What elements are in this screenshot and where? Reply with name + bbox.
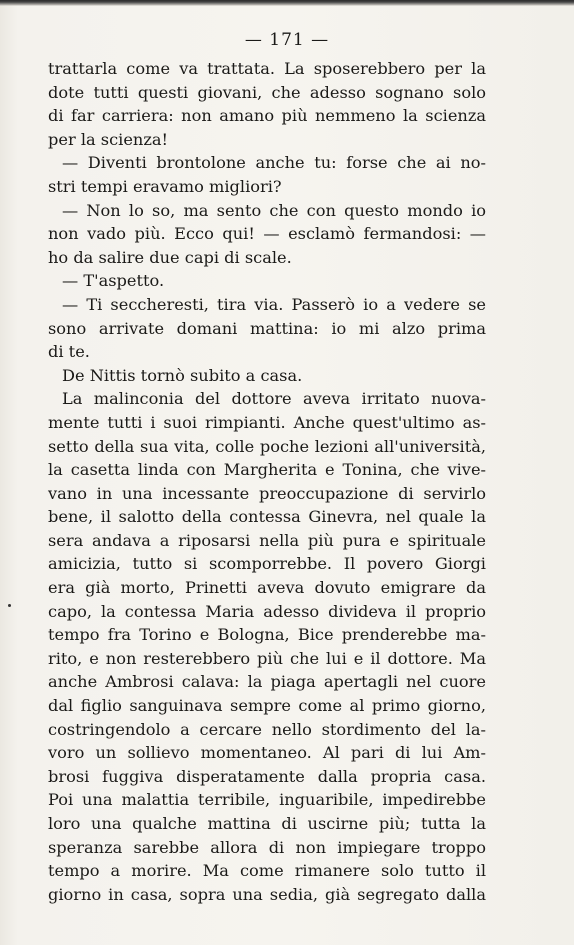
text-line: rito, e non resterebbero più che lui e il dottore. Ma [48, 648, 486, 668]
text-line: non vado più. Ecco qui! — esclamò fermandosi: — [48, 224, 486, 244]
text-line: capo, la contessa Maria adesso divideva il proprio [48, 601, 486, 621]
text-line: stri tempi eravamo migliori? [48, 176, 282, 196]
text-line: speranza sarebbe allora di non impiegare troppo [48, 837, 486, 857]
text-line: voro un sollievo momentaneo. Al pari di lui Am- [48, 743, 486, 763]
ink-speck [8, 604, 11, 607]
page-number: — 171 — [244, 30, 330, 50]
text-line: la casetta linda con Margherita e Tonina, che vive- [48, 460, 486, 480]
text-line: mente tutti i suoi rimpianti. Anche quest'ultimo as- [48, 412, 486, 432]
text-line: — Non lo so, ma sento che con questo mondo io [62, 200, 486, 220]
text-line: — T'aspetto. [62, 271, 165, 291]
text-line: dal figlio sanguinava sempre come al primo giorno, [48, 696, 486, 716]
text-line: costringendolo a cercare nello stordimento del la- [48, 719, 486, 739]
text-line: tempo fra Torino e Bologna, Bice prenderebbe ma- [48, 625, 486, 645]
text-line: amicizia, tutto si scomporrebbe. Il povero Giorgi [48, 554, 486, 574]
text-line: — Ti seccheresti, tira via. Passerò io a vedere se [62, 294, 486, 314]
text-line: sono arrivate domani mattina: io mi alzo prima [48, 318, 486, 338]
text-line: Poi una malattia terribile, inguaribile, impedirebbe [48, 790, 486, 810]
text-line: giorno in casa, sopra una sedia, già segregato dalla [48, 884, 486, 904]
text-line: setto della sua vita, colle poche lezioni all'università, [48, 436, 486, 456]
text-line: di te. [48, 342, 90, 362]
text-line: bene, il salotto della contessa Ginevra, nel quale la [48, 507, 486, 527]
text-line: tempo a morire. Ma come rimanere solo tutto il [48, 861, 486, 881]
text-line: brosi fuggiva disperatamente dalla propria casa. [48, 766, 486, 786]
text-line: vano in una incessante preoccupazione di servirlo [48, 483, 486, 503]
text-line: anche Ambrosi calava: la piaga apertagli nel cuore [48, 672, 486, 692]
text-line: — Diventi brontolone anche tu: forse che ai no- [62, 153, 486, 173]
text-line: loro una qualche mattina di uscirne più; tutta la [48, 814, 486, 833]
text-line: La malinconia del dottore aveva irritato nuova- [62, 389, 486, 409]
text-line: di far carriera: non amano più nemmeno la scienza [48, 106, 486, 126]
text-line: De Nittis tornò subito a casa. [62, 365, 303, 385]
text-line: per la scienza! [48, 129, 169, 149]
text-line: era già morto, Prinetti aveva dovuto emigrare da [48, 578, 486, 598]
text-line: dote tutti questi giovani, che adesso sognano solo [48, 82, 486, 102]
text-line: trattarla come va trattata. La sposerebbero per la [48, 59, 486, 78]
text-line: ho da salire due capi di scale. [48, 247, 292, 267]
body-text [48, 57, 486, 906]
text-line: sera andava a riposarsi nella più pura e spirituale [48, 530, 486, 550]
page-top-edge [0, 0, 574, 6]
